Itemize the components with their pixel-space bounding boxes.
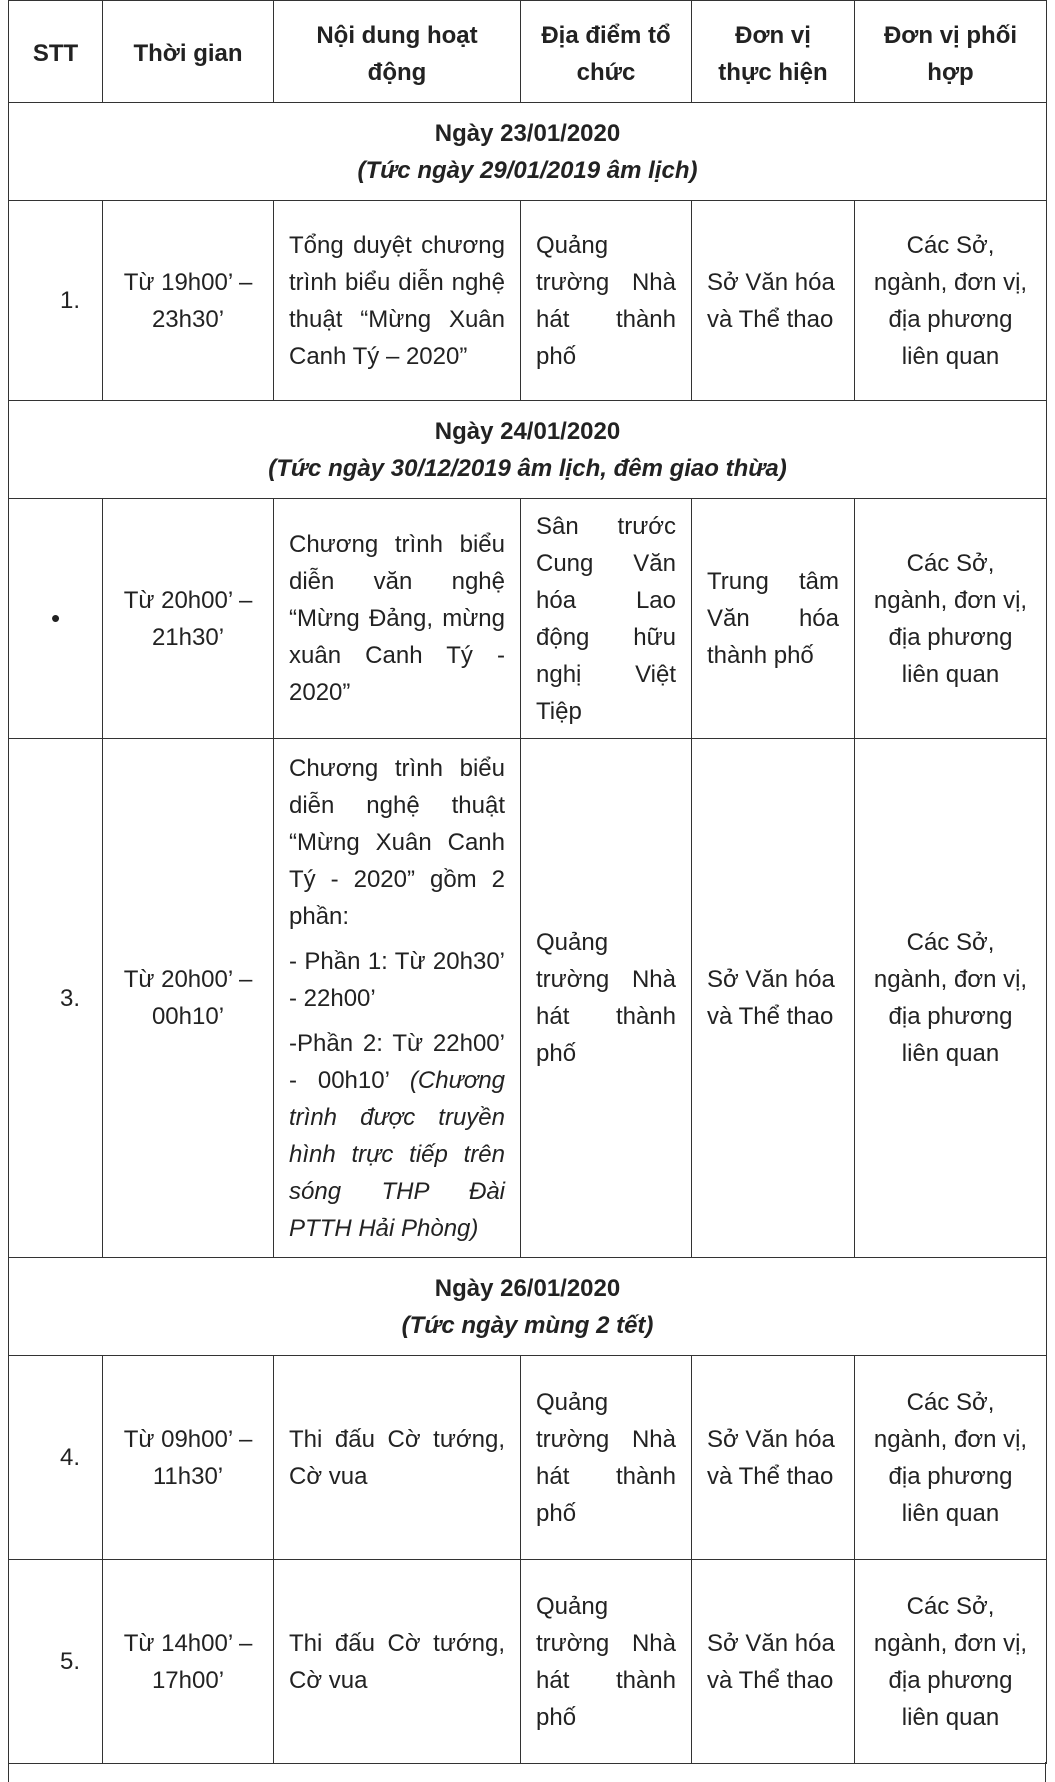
- activity-part2: [289, 1025, 505, 1247]
- table-row: [9, 1356, 1047, 1560]
- day-row: [9, 1258, 1047, 1356]
- activity-part2-text: -Phần 2: Từ 22h00’ - 00h10’: [289, 1029, 505, 1094]
- row-coordinator: Các Sở, ngành, đơn vị, địa phương liên quan: [855, 739, 1047, 1258]
- row-stt: 5.: [9, 1560, 103, 1764]
- day-date: Ngày 23/01/2020: [434, 119, 621, 147]
- row-venue: Quảng trường Nhà hát thành phố: [521, 1560, 692, 1764]
- header-coordinator: Đơn vị phối hợp: [855, 1, 1047, 103]
- row-organizer: Sở Văn hóa và Thể thao: [692, 739, 855, 1258]
- row-stt: 4.: [9, 1356, 103, 1560]
- activity-intro: Chương trình biểu diễn nghệ thuật “Mừng Xuân Canh Tý - 2020” gồm 2 phần:: [289, 754, 505, 930]
- row-venue: Quảng trường Nhà hát thành phố: [521, 1356, 692, 1560]
- row-organizer: Trung tâm Văn hóa thành phố: [692, 499, 855, 739]
- activity-part1: - Phần 1: Từ 20h30’ - 22h00’: [289, 947, 505, 1012]
- table-row: [9, 739, 1047, 1258]
- day-lunar: (Tức ngày 30/12/2019 âm lịch, đêm giao thừa): [268, 454, 787, 482]
- row-organizer: Sở Văn hóa và Thể thao: [692, 1356, 855, 1560]
- row-venue: Quảng trường Nhà hát thành phố: [521, 739, 692, 1258]
- header-stt: STT: [9, 1, 103, 103]
- header-time: Thời gian: [103, 1, 274, 103]
- row-activity: Thi đấu Cờ tướng, Cờ vua: [274, 1356, 521, 1560]
- activity-note: (Chương trình được truyền hình trực tiếp trên sóng THP Đài PTTH Hải Phòng): [289, 1066, 506, 1242]
- header-organizer: Đơn vị thực hiện: [692, 1, 855, 103]
- row-organizer: Sở Văn hóa và Thể thao: [692, 1560, 855, 1764]
- row-activity: Thi đấu Cờ tướng, Cờ vua: [274, 1560, 521, 1764]
- row-coordinator: Các Sở, ngành, đơn vị, địa phương liên quan: [855, 1560, 1047, 1764]
- header-activity: Nội dung hoạt động: [274, 1, 521, 103]
- day-date: Ngày 26/01/2020: [434, 1274, 621, 1302]
- day-lunar: (Tức ngày 29/01/2019 âm lịch): [357, 156, 698, 184]
- row-time: Từ 09h00’ – 11h30’: [103, 1356, 274, 1560]
- row-time: Từ 20h00’ – 21h30’: [103, 499, 274, 739]
- row-time: Từ 20h00’ – 00h10’: [103, 739, 274, 1258]
- schedule-document: [8, 0, 1046, 1764]
- row-stt: 1.: [9, 201, 103, 401]
- table-continuation: [8, 1762, 1046, 1782]
- row-time: Từ 14h00’ – 17h00’: [103, 1560, 274, 1764]
- day-lunar: (Tức ngày mùng 2 tết): [401, 1311, 654, 1339]
- row-activity: Tổng duyệt chương trình biểu diễn nghệ thuật “Mừng Xuân Canh Tý – 2020”: [274, 201, 521, 401]
- row-venue: Sân trước Cung Văn hóa Lao động hữu nghị Việt Tiệp: [521, 499, 692, 739]
- row-activity: [274, 739, 521, 1258]
- table-row: [9, 201, 1047, 401]
- header-row: [9, 1, 1047, 103]
- table-row: [9, 1560, 1047, 1764]
- day-row: [9, 103, 1047, 201]
- header-venue: Địa điểm tổ chức: [521, 1, 692, 103]
- row-stt-bullet: •: [9, 499, 103, 739]
- row-coordinator: Các Sở, ngành, đơn vị, địa phương liên quan: [855, 1356, 1047, 1560]
- day-row: [9, 401, 1047, 499]
- row-venue: Quảng trường Nhà hát thành phố: [521, 201, 692, 401]
- row-coordinator: Các Sở, ngành, đơn vị, địa phương liên quan: [855, 499, 1047, 739]
- row-activity: Chương trình biểu diễn văn nghệ “Mừng Đảng, mừng xuân Canh Tý - 2020”: [274, 499, 521, 739]
- row-organizer: Sở Văn hóa và Thể thao: [692, 201, 855, 401]
- row-coordinator: Các Sở, ngành, đơn vị, địa phương liên quan: [855, 201, 1047, 401]
- row-stt: 3.: [9, 739, 103, 1258]
- table-row: [9, 499, 1047, 739]
- day-date: Ngày 24/01/2020: [434, 417, 621, 445]
- row-time: Từ 19h00’ – 23h30’: [103, 201, 274, 401]
- schedule-table: [8, 0, 1047, 1764]
